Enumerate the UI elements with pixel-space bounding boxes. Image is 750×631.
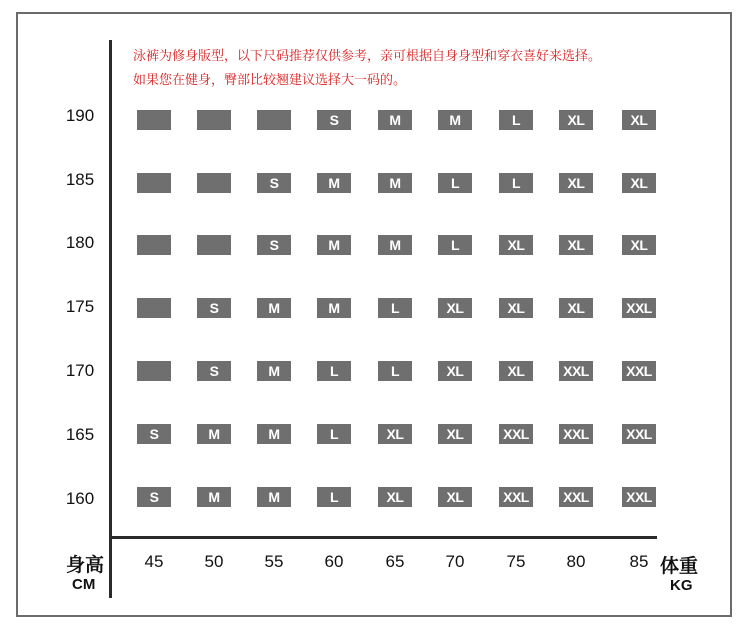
size-cell <box>197 110 231 130</box>
size-cell: XL <box>559 173 593 193</box>
y-tick-label: 170 <box>65 361 95 380</box>
size-cell <box>197 173 231 193</box>
size-cell <box>137 361 171 381</box>
size-cell <box>137 235 171 255</box>
size-cell: S <box>197 298 231 318</box>
size-cell: XL <box>499 361 533 381</box>
size-cell <box>137 173 171 193</box>
size-cell: S <box>137 424 171 444</box>
size-cell: XXL <box>499 424 533 444</box>
size-cell: L <box>438 173 472 193</box>
size-cell: XL <box>438 298 472 318</box>
y-tick-label: 175 <box>65 297 95 316</box>
y-tick-label: 185 <box>65 170 95 189</box>
size-cell: XL <box>499 235 533 255</box>
size-cell: XXL <box>559 487 593 507</box>
size-cell: XXL <box>622 361 656 381</box>
size-cell: L <box>317 361 351 381</box>
size-cell: L <box>499 110 533 130</box>
size-cell: M <box>378 235 412 255</box>
fitness-note: 如果您在健身，臀部比较翘建议选择大一码的。 <box>133 73 407 88</box>
y-tick-label: 160 <box>65 489 95 508</box>
size-cell: L <box>438 235 472 255</box>
size-cell: M <box>317 298 351 318</box>
y-tick-label: 180 <box>65 233 95 252</box>
x-tick-label: 70 <box>445 552 465 571</box>
size-cell: S <box>317 110 351 130</box>
size-cell <box>137 298 171 318</box>
size-cell: M <box>197 487 231 507</box>
size-cell: M <box>317 173 351 193</box>
size-cell <box>257 110 291 130</box>
size-cell: M <box>378 173 412 193</box>
x-tick-label: 65 <box>385 552 405 571</box>
fit-note: 泳裤为修身版型，以下尺码推荐仅供参考，亲可根据自身身型和穿衣喜好来选择。 <box>133 49 602 64</box>
size-cell: M <box>257 361 291 381</box>
size-cell: M <box>438 110 472 130</box>
x-tick-label: 45 <box>144 552 164 571</box>
size-cell: XXL <box>559 361 593 381</box>
size-cell: XL <box>378 424 412 444</box>
size-cell: L <box>378 361 412 381</box>
size-cell: XXL <box>622 424 656 444</box>
x-tick-label: 60 <box>324 552 344 571</box>
size-cell: M <box>197 424 231 444</box>
size-cell: XL <box>559 235 593 255</box>
size-cell: XL <box>622 110 656 130</box>
size-cell: S <box>257 173 291 193</box>
size-cell: L <box>317 487 351 507</box>
size-cell: S <box>257 235 291 255</box>
size-cell: S <box>197 361 231 381</box>
size-cell: XXL <box>499 487 533 507</box>
size-cell <box>137 110 171 130</box>
y-axis-line <box>109 40 112 598</box>
x-axis-unit: KG <box>670 577 693 594</box>
size-cell: XL <box>499 298 533 318</box>
size-cell: XL <box>378 487 412 507</box>
x-tick-label: 75 <box>506 552 526 571</box>
size-cell: M <box>378 110 412 130</box>
size-cell: M <box>257 424 291 444</box>
y-tick-label: 190 <box>65 106 95 125</box>
x-tick-label: 55 <box>264 552 284 571</box>
size-cell: L <box>499 173 533 193</box>
size-cell: XXL <box>559 424 593 444</box>
x-axis-title: 体重 <box>660 555 699 577</box>
x-tick-label: 85 <box>629 552 649 571</box>
size-cell: S <box>137 487 171 507</box>
x-axis-line <box>109 536 657 539</box>
size-cell: XXL <box>622 487 656 507</box>
size-cell: XL <box>438 361 472 381</box>
size-cell: M <box>317 235 351 255</box>
size-cell <box>197 235 231 255</box>
y-axis-unit: CM <box>72 576 96 593</box>
size-cell: XL <box>438 487 472 507</box>
size-cell: XL <box>559 298 593 318</box>
size-cell: XL <box>559 110 593 130</box>
x-tick-label: 80 <box>566 552 586 571</box>
size-cell: L <box>317 424 351 444</box>
size-cell: M <box>257 298 291 318</box>
size-cell: XL <box>622 235 656 255</box>
size-cell: M <box>257 487 291 507</box>
size-cell: L <box>378 298 412 318</box>
size-cell: XL <box>438 424 472 444</box>
y-axis-title: 身高 <box>66 554 105 576</box>
x-tick-label: 50 <box>204 552 224 571</box>
size-cell: XXL <box>622 298 656 318</box>
y-tick-label: 165 <box>65 425 95 444</box>
size-cell: XL <box>622 173 656 193</box>
